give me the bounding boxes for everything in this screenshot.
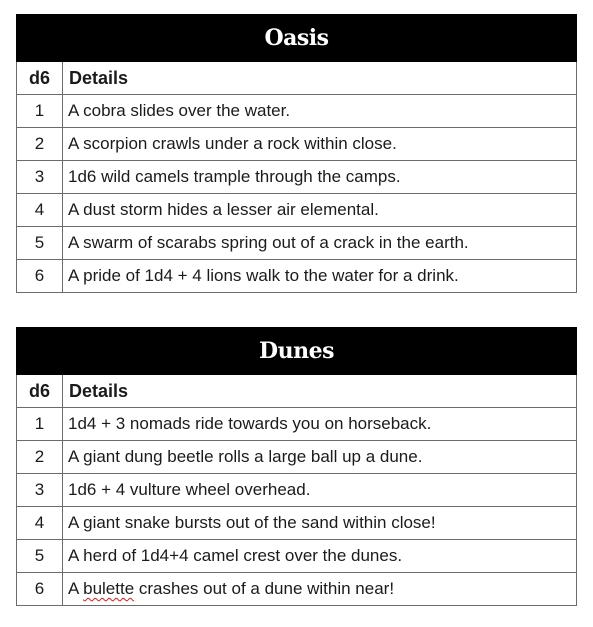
column-header-details: Details: [63, 375, 577, 408]
row-detail[interactable]: A pride of 1d4 + 4 lions walk to the water for a drink.: [63, 260, 577, 293]
table-row: [17, 573, 577, 606]
column-header-die: d6: [17, 62, 63, 95]
roll-number: 6: [17, 573, 63, 606]
row-detail[interactable]: A herd of 1d4+4 camel crest over the dunes.: [63, 540, 577, 573]
table-row: [17, 227, 577, 260]
row-detail[interactable]: 1d6 + 4 vulture wheel overhead.: [63, 474, 577, 507]
row-detail[interactable]: [63, 573, 577, 606]
table-title-row: [17, 15, 577, 62]
table-row: [17, 441, 577, 474]
detail-text-start: A: [68, 579, 84, 598]
row-detail[interactable]: 1d4 + 3 nomads ride towards you on horseback.: [63, 408, 577, 441]
row-detail[interactable]: A cobra slides over the water.: [63, 95, 577, 128]
table-row: [17, 194, 577, 227]
roll-number: 4: [17, 194, 63, 227]
oasis-table: [16, 14, 577, 293]
roll-number: 3: [17, 474, 63, 507]
roll-number: 3: [17, 161, 63, 194]
roll-number: 5: [17, 540, 63, 573]
row-detail[interactable]: A giant snake bursts out of the sand within close!: [63, 507, 577, 540]
spellcheck-flagged-word[interactable]: bulette: [83, 579, 135, 598]
column-header-die: d6: [17, 375, 63, 408]
table-title: Oasis: [17, 15, 577, 62]
roll-number: 1: [17, 408, 63, 441]
table-title: Dunes: [17, 328, 577, 375]
table-header-row: [17, 375, 577, 408]
column-header-details: Details: [63, 62, 577, 95]
table-header-row: [17, 62, 577, 95]
row-detail[interactable]: A scorpion crawls under a rock within close.: [63, 128, 577, 161]
roll-number: 6: [17, 260, 63, 293]
table-row: [17, 507, 577, 540]
roll-number: 2: [17, 128, 63, 161]
table-row: [17, 260, 577, 293]
row-detail[interactable]: A swarm of scarabs spring out of a crack in the earth.: [63, 227, 577, 260]
roll-number: 1: [17, 95, 63, 128]
dunes-table: [16, 327, 577, 606]
roll-number: 4: [17, 507, 63, 540]
roll-number: 5: [17, 227, 63, 260]
row-detail[interactable]: A giant dung beetle rolls a large ball up a dune.: [63, 441, 577, 474]
detail-text-end: crashes out of a dune within near!: [134, 579, 395, 598]
table-row: [17, 408, 577, 441]
row-detail[interactable]: A dust storm hides a lesser air elemental.: [63, 194, 577, 227]
row-detail[interactable]: 1d6 wild camels trample through the camps.: [63, 161, 577, 194]
table-row: [17, 95, 577, 128]
table-row: [17, 128, 577, 161]
table-row: [17, 540, 577, 573]
table-row: [17, 474, 577, 507]
roll-number: 2: [17, 441, 63, 474]
table-row: [17, 161, 577, 194]
table-title-row: [17, 328, 577, 375]
